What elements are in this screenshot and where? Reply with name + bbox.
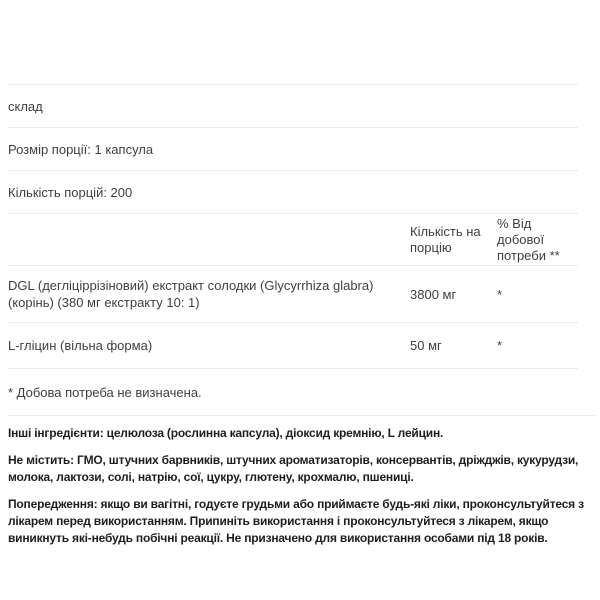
table-row (8, 265, 578, 322)
does-not-contain-text: Не містить: ГМО, штучних барвників, штучних ароматизаторів, консервантів, дріжджів, кукурудзи, молока, лактози, солі, натрію, сої, цукру, глютену, крохмалю, пшениці. (8, 453, 579, 484)
ingredient-name: L-гліцин (вільна форма) (8, 338, 153, 353)
ingredient-amount: 3800 мг (410, 286, 457, 302)
table-header-row (8, 213, 578, 265)
header-amount-per-serving: Кількість на порцію (410, 223, 481, 255)
serving-size-row (8, 127, 578, 170)
top-spacer (0, 0, 600, 84)
composition-section-row (8, 84, 578, 127)
servings-per-container-row (8, 170, 578, 213)
ingredient-name: DGL (дегліціррізіновий) екстракт солодки (Glycyrrhiza glabra) (корінь) (380 мг екстракту 10: 1) (8, 278, 374, 310)
footnote-row (8, 368, 578, 415)
ingredient-amount: 50 мг (410, 338, 442, 353)
section-title: склад (8, 98, 43, 114)
warning-text: Попередження: якщо ви вагітні, годуєте грудьми або приймаєте будь-які ліки, проконсультуйтеся з лікарем перед використанням. Припиніть використання і проконсультуйтеся з лікарем, якщо виникнуть які-небудь побічні реакції. Не призначено для використання особами під 18 років. (8, 497, 584, 545)
serving-size-text: Розмір порції: 1 капсула (8, 141, 154, 157)
ingredient-daily-value: * (497, 338, 503, 353)
other-ingredients-text: Інші інгредієнти: целюлоза (рослинна капсула), діоксид кремнію, L лейцин. (8, 426, 444, 440)
supplement-facts-table (8, 84, 578, 415)
table-row (8, 322, 578, 368)
details-section (8, 415, 596, 547)
ingredient-daily-value: * (497, 286, 503, 302)
daily-value-footnote: * Добова потреба не визначена. (8, 384, 202, 400)
servings-per-container-text: Кількість порцій: 200 (8, 184, 133, 200)
header-daily-value: % Від добової потреби ** (497, 215, 560, 263)
